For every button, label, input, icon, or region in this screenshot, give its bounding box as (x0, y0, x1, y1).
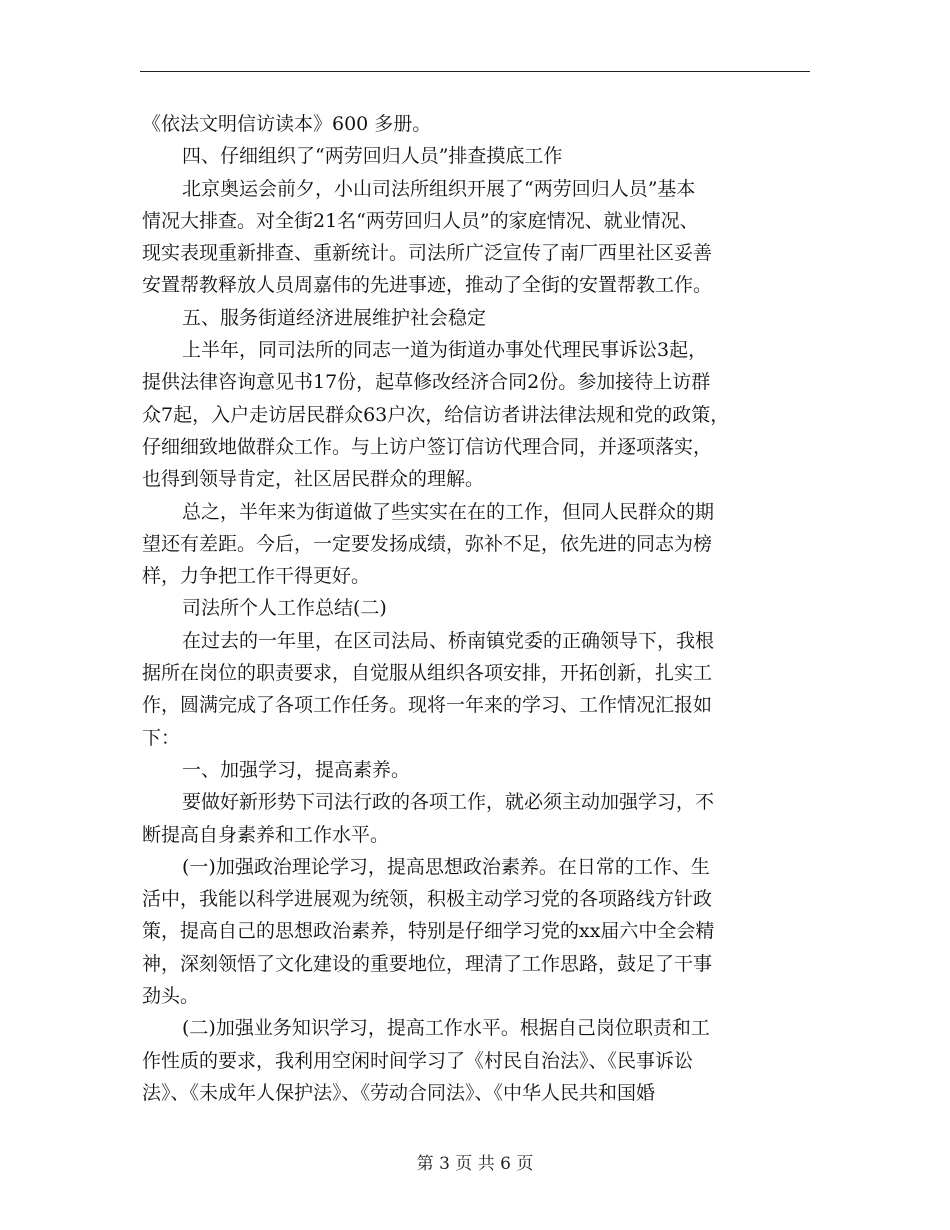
text-line: 策，提高自己的思想政治素养，特别是仔细学习党的xx届六中全会精 (142, 920, 715, 943)
text-line: (二)加强业务知识学习，提高工作水平。根据自己岗位职责和工 (182, 1017, 710, 1040)
text-line: 也得到领导肯定，社区居民群众的理解。 (142, 468, 485, 491)
text-line: 法》、《未成年人保护法》、《劳动合同法》、《中华人民共和国婚 (142, 1081, 656, 1104)
text-line: 望还有差距。今后，一定要发扬成绩，弥补不足，依先进的同志为榜 (142, 532, 713, 555)
text-line: 四、仔细组织了“两劳回归人员”排查摸底工作 (182, 145, 563, 168)
text-line: 作性质的要求，我利用空闲时间学习了《村民自治法》、《民事诉讼 (142, 1049, 694, 1072)
page-footer (0, 1153, 950, 1175)
text-line: 现实表现重新排查、重新统计。司法所广泛宣传了南厂西里社区妥善 (142, 242, 713, 265)
text-line: 劲头。 (142, 985, 200, 1008)
text-line: 样，力争把工作干得更好。 (142, 565, 371, 588)
text-line: 众7起，入户走访居民群众63户次，给信访者讲法律法规和党的政策， (142, 403, 730, 426)
text-line: 在过去的一年里，在区司法局、桥南镇党委的正确领导下，我根 (182, 629, 715, 652)
text-line: 作，圆满完成了各项工作任务。现将一年来的学习、工作情况汇报如 (142, 694, 713, 717)
text-line: (一)加强政治理论学习，提高思想政治素养。在日常的工作、生 (182, 855, 710, 878)
text-line: 安置帮教释放人员周嘉伟的先进事迹，推动了全街的安置帮教工作。 (142, 274, 713, 297)
text-line: 下： (142, 726, 181, 749)
text-line: 提供法律咨询意见书17份，起草修改经济合同2份。参加接待上访群 (142, 371, 711, 394)
text-line: 五、服务街道经济进展维护社会稳定 (182, 306, 487, 329)
text-line: 总之，半年来为街道做了些实实在在的工作，但同人民群众的期 (182, 500, 715, 523)
text-line: 北京奥运会前夕，小山司法所组织开展了“两劳回归人员”基本 (182, 177, 696, 200)
text-line: 断提高自身素养和工作水平。 (142, 823, 390, 846)
text-line: 司法所个人工作总结(二) (182, 597, 387, 620)
text-line: 一、加强学习，提高素养。 (182, 758, 411, 781)
header-rule (140, 71, 810, 72)
document-body (142, 108, 810, 1109)
page-number-label: 第 3 页 共 6 页 (416, 1154, 534, 1174)
text-line: 上半年，同司法所的同志一道为街道办事处代理民事诉讼3起， (182, 339, 708, 362)
text-line: 据所在岗位的职责要求，自觉服从组织各项安排，开拓创新，扎实工 (142, 662, 713, 685)
text-line: 要做好新形势下司法行政的各项工作，就必须主动加强学习，不 (182, 791, 715, 814)
text-line: 仔细细致地做群众工作。与上访户签订信访代理合同，并逐项落实， (142, 435, 713, 458)
text-line: 《依法文明信访读本》600 多册。 (142, 113, 432, 135)
text-line: 神，深刻领悟了文化建设的重要地位，理清了工作思路，鼓足了干事 (142, 952, 713, 975)
text-line: 情况大排查。对全街21名“两劳回归人员”的家庭情况、就业情况、 (142, 209, 699, 232)
text-line: 活中，我能以科学进展观为统领，积极主动学习党的各项路线方针政 (142, 888, 713, 911)
